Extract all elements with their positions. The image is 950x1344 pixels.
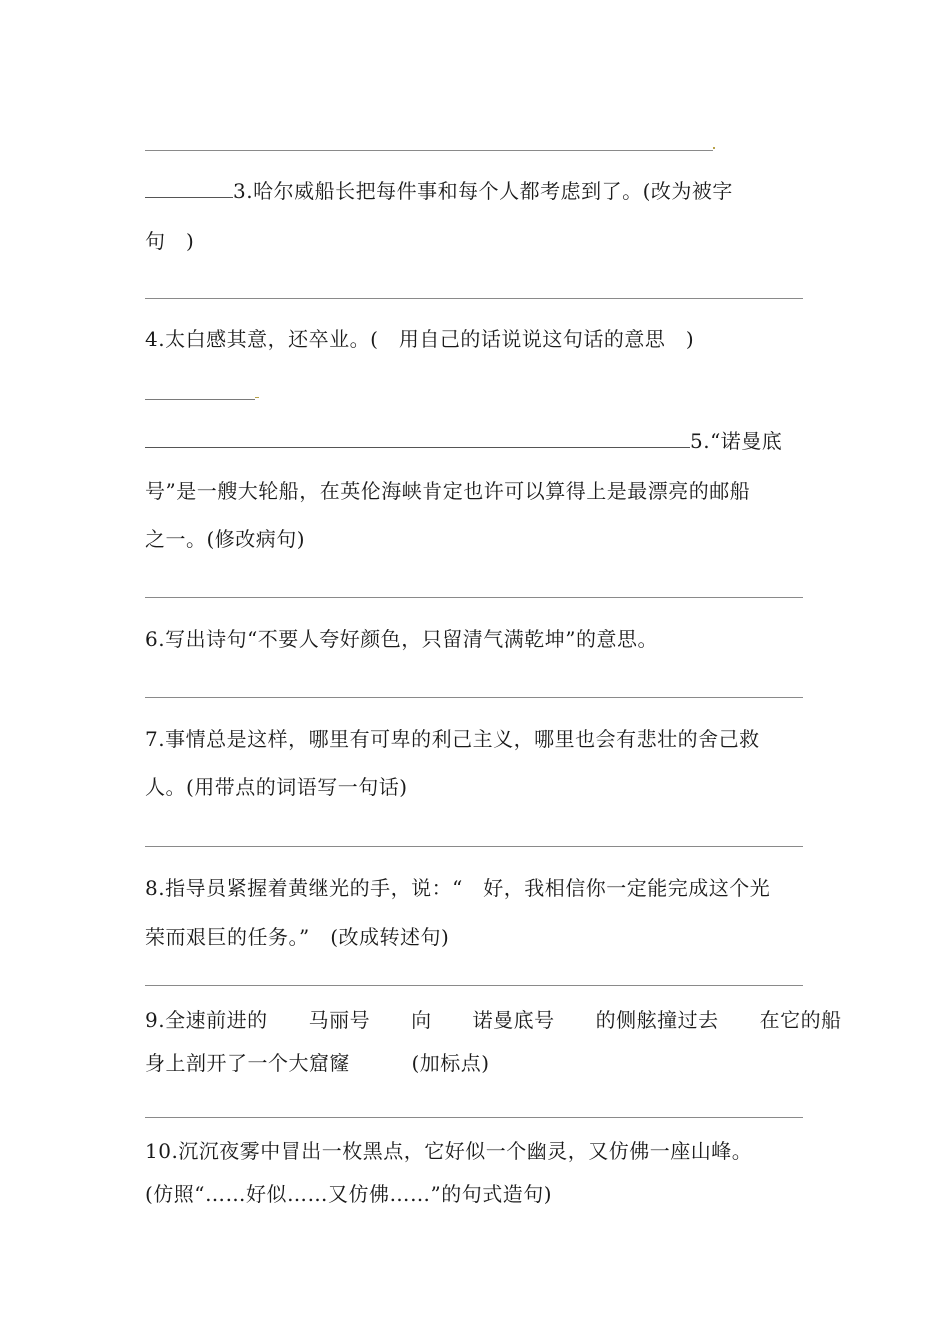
question-10-line-2 <box>145 1181 552 1207</box>
question-10-text: 10.沉沉夜雾中冒出一枚黑点，它好似一个幽灵，又仿佛一座山峰。 <box>145 1139 753 1163</box>
answer-line-q3 <box>145 298 803 299</box>
question-7-line-1 <box>145 726 760 752</box>
question-9-line-1 <box>145 1007 842 1033</box>
question-5-text-cont: 之一。(修改病句) <box>145 527 306 551</box>
stray-mark <box>713 147 715 149</box>
question-5-number: 5.“诺曼底 <box>690 429 783 453</box>
question-8-line-2 <box>145 924 449 950</box>
question-9-line-2 <box>145 1050 490 1076</box>
answer-line-q8 <box>145 985 803 986</box>
question-4-text: 4.太白感其意，还卒业。( 用自己的话说说这句话的意思 ) <box>145 327 695 351</box>
answer-line-q7 <box>145 846 803 847</box>
question-10-text-cont: (仿照“……好似……又仿佛……”的句式造句) <box>145 1182 553 1206</box>
question-9-text-cont: 身上剖开了一个大窟窿 (加标点) <box>145 1051 490 1075</box>
answer-line-q9 <box>145 1117 803 1118</box>
answer-line-q5 <box>145 597 803 598</box>
question-6-line <box>145 626 658 652</box>
answer-line-q4-short <box>145 399 255 400</box>
question-6-text: 6.写出诗句“不要人夸好颜色，只留清气满乾坤”的意思。 <box>145 627 659 651</box>
stray-mark <box>255 397 259 398</box>
question-9-text: 9.全速前进的 马丽号 向 诺曼底号 的侧舷撞过去 在它的船 <box>145 1008 842 1032</box>
question-8-text: 8.指导员紧握着黄继光的手，说：“ 好，我相信你一定能完成这个光 <box>145 876 771 900</box>
question-3-line-1 <box>145 178 733 204</box>
question-8-text-cont: 荣而艰巨的任务。” (改成转述句) <box>145 925 450 949</box>
question-10-line-1 <box>145 1138 752 1164</box>
question-5-line-2 <box>145 478 750 504</box>
question-8-line-1 <box>145 875 770 901</box>
answer-line-q6 <box>145 697 803 698</box>
question-3-text-cont: 句 ) <box>145 229 195 253</box>
question-4-line <box>145 326 694 352</box>
question-5-line-3 <box>145 526 305 552</box>
question-7-text-cont: 人。(用带点的词语写一句话) <box>145 775 408 799</box>
question-3-text: 3.哈尔威船长把每件事和每个人都考虑到了。(改为被字 <box>233 179 733 203</box>
blank-underline[interactable] <box>145 179 233 198</box>
question-5-line-1 <box>145 428 782 454</box>
question-7-line-2 <box>145 774 408 800</box>
blank-underline[interactable] <box>145 429 690 448</box>
answer-line-top <box>145 150 713 151</box>
question-5-text: 号”是一艘大轮船，在英伦海峡肯定也许可以算得上是最漂亮的邮船 <box>145 479 751 503</box>
question-7-text: 7.事情总是这样，哪里有可卑的利己主义，哪里也会有悲壮的舍己救 <box>145 727 760 751</box>
question-3-line-2 <box>145 228 194 254</box>
